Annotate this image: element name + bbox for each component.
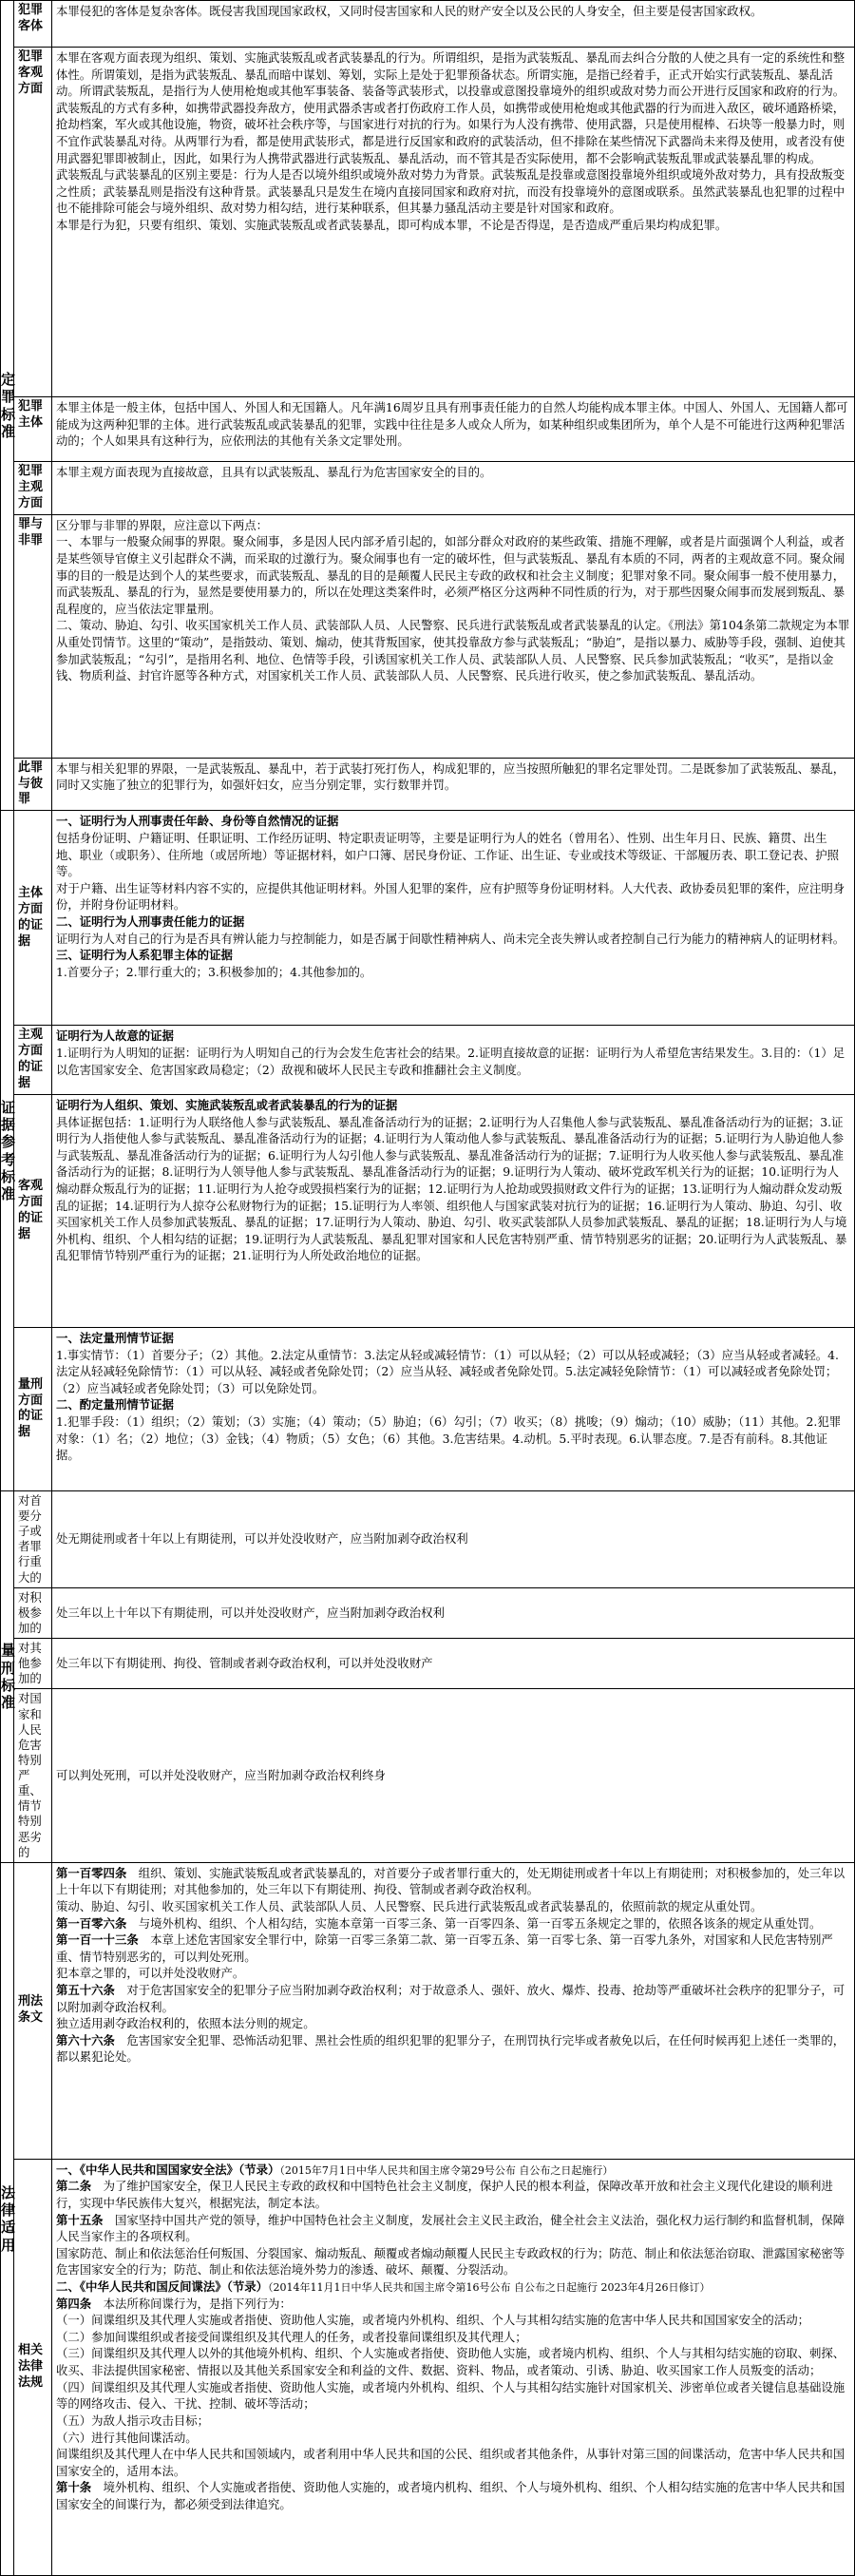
paragraph — [56, 2446, 850, 2479]
article-number: 第一百零四条 — [56, 1865, 127, 1880]
paragraph — [56, 2413, 850, 2430]
row-content — [52, 1587, 855, 1638]
category-cell: 量刑标准 — [1, 1490, 14, 1862]
paragraph — [56, 1330, 850, 1347]
paragraph-text: 策动、胁迫、勾引、收买国家机关工作人员、武装部队人员、人民警察、民兵进行武装叛乱或者武装暴乱的，依照前款的规定从重处罚。 — [56, 1899, 763, 1913]
table-row — [1, 1094, 855, 1327]
paragraph — [56, 49, 850, 166]
paragraph-text: 独立适用剥夺政治权利的，依照本法分则的规定。 — [56, 2016, 315, 2031]
paragraph — [56, 2032, 850, 2066]
row-content — [52, 1862, 855, 2159]
paragraph-text: （六）进行其他间谍活动。 — [56, 2430, 198, 2445]
paragraph-text: 本法所称间谍行为，是指下列行为： — [103, 2296, 292, 2311]
table-row — [1, 758, 855, 811]
paragraph — [56, 2312, 850, 2329]
paragraph — [56, 1655, 850, 1672]
row-content — [52, 1639, 855, 1689]
table-row — [1, 48, 855, 397]
table-row — [1, 1490, 855, 1587]
paragraph — [56, 517, 850, 534]
paragraph-text: （四）间谍组织及其代理人实施或者指使、资助他人实施，或者境内外机构、组织、个人与其相勾结实施针对国家机关、涉密单位或者关键信息基础设施等的网络攻击、侵入、干扰、控制、破坏等活动； — [56, 2379, 846, 2412]
law-title: 二、《中华人民共和国反间谍法》（节录） — [56, 2279, 269, 2295]
table-row — [1, 1, 855, 48]
paragraph-text: 本罪侵犯的客体是复杂客体。既侵害我国现国家政权，又同时侵害国家和人民的财产安全以及公民的人身安全，但主要是侵害国家政权。 — [56, 4, 763, 18]
row-label: 对国家和人民危害特别严重、情节特别恶劣的 — [14, 1689, 52, 1862]
paragraph-text: 包括身份证明、户籍证明、任职证明、工作经历证明、特定职责证明等，主要是证明行为人的姓名（曾用名）、性别、出生年月日、民族、籍贯、出生地、职业（或职务）、住所地（或居所地）等证据材料，如户口簿、居民身份证、工作证、出生证、专业或技术等级证、干部履历表、职工登记表、护照等。 — [56, 830, 839, 879]
paragraph-text: 具体证据包括：1.证明行为人联络他人参与武装叛乱、暴乱准备活动行为的证据；2.证明行为人召集他人参与武装叛乱、暴乱准备活动行为的证据；3.证明行为人指使他人参与武装叛乱、暴乱准备活动行为的证据；4.证明行为人策动他人参与武装叛乱、暴乱准备活动行为的证据；5.证明行为人胁迫他人参与武装叛乱、暴乱准备活动行为的证据；6.证明行为人勾引他人参与武装叛乱、暴乱准备活动行为的证据；7.证明行为人收买他人参与武装叛乱、暴乱准备活动行为的证据；8.证明行为人领导他人参与武装叛乱、暴乱准备活动行为的证据；9.证明行为人策动、破坏党政军机关行为的证据；10.证明行为人煽动群众叛乱行为的证据；11.证明行为人抢夺或毁损档案行为的证据；12.证明行为人抢劫或毁损财政文件行为的证据；13.证明行为人煽动群众发动叛乱的证据；14.证明行为人掠夺公私财物行为的证据；15.证明行为人率领、组织他人与国家武装对抗行为的证据；16.证明行为人策动、胁迫、勾引、收买国家机关工作人员参加武装叛乱、暴乱的证据；17.证明行为人策动、胁迫、勾引、收买武装部队人员参加武装叛乱、暴乱的证据；18.证明行为人与境外机构、组织、个人相勾结的证据；19.证明行为人武装叛乱、暴乱犯罪对国家和人民危害特别严重、情节特别恶劣的证据；20.证明行为人武装叛乱、暴乱犯罪情节特别严重行为的证据；21.证明行为人所处政治地位的证据。 — [56, 1114, 847, 1263]
paragraph-text: 处三年以上十年以下有期徒刑，可以并处没收财产，应当附加剥夺政治权利 — [56, 1605, 445, 1621]
article-number: 第一百零六条 — [56, 1915, 127, 1931]
paragraph-text: 境外机构、组织、个人实施或者指使、资助他人实施的，或者境内机构、组织、个人与境外机构、组织、个人相勾结实施的危害中华人民共和国国家安全的间谍行为，都必须受到法律追究。 — [56, 2480, 846, 2511]
row-label: 此罪与彼罪 — [14, 758, 52, 811]
paragraph-text: （三）间谍组织及其代理人以外的其他境外机构、组织、个人实施或者指使、资助他人实施，或者境内机构、组织、个人与其相勾结实施的窃取、刺探、收买、非法提供国家秘密、情报以及其他关系国家安全和利益的文件、数据、资料、物品，或者策动、引诱、胁迫、收买国家工作人员叛变的活动； — [56, 2346, 846, 2378]
table-row — [1, 462, 855, 515]
row-label: 主观方面的证据 — [14, 1026, 52, 1095]
paragraph — [56, 2245, 850, 2278]
law-title: 一、《中华人民共和国国家安全法》（节录） — [56, 2162, 280, 2177]
article-number: 第五十六条 — [56, 1983, 115, 1998]
paragraph — [56, 1605, 850, 1622]
paragraph — [56, 1413, 850, 1464]
row-content — [52, 811, 855, 1026]
paragraph-heading: 二、证明行为人刑事责任能力的证据 — [56, 914, 245, 929]
paragraph-text: 处无期徒刑或者十年以上有期徒刑，可以并处没收财产，应当附加剥夺政治权利 — [56, 1531, 468, 1547]
article-number: 第十五条 — [56, 2212, 104, 2227]
row-label: 犯罪主体 — [14, 397, 52, 462]
paragraph — [56, 1982, 850, 2015]
table-row — [1, 1639, 855, 1689]
row-label: 相关法律法规 — [14, 2159, 52, 2575]
table-row — [1, 1587, 855, 1638]
article-number: 第十条 — [56, 2480, 92, 2495]
paragraph — [56, 1045, 850, 1078]
paragraph-text: 一、本罪与一般聚众闹事的界限。聚众闹事，多是因人民内部矛盾引起的，如部分群众对政府的某些政策、措施不理解，或者是片面强调个人利益，或者是某些领导官僚主义引起群众不满，而采取的过激行为。聚众闹事也有一定的破坏性，但与武装叛乱、暴乱有本质的不同，两者的主观故意不同。聚众闹事的目的一般是达到个人的某些要求，而武装叛乱、暴乱的目的是颠覆人民民主专政的政权和社会主义制度；犯罪对象不同。聚众闹事一般不使用暴力，而武装叛乱、暴乱的行为，显然是要使用暴力的，所以在处理这类案件时，必须严格区分这两种不同性质的行为，对于那些因聚众闹事而发展到叛乱、暴乱程度的，应当依法定罪量刑。 — [56, 534, 846, 616]
row-label: 犯罪客体 — [14, 1, 52, 48]
paragraph — [56, 964, 850, 981]
paragraph-text: 区分罪与非罪的界限，应注意以下两点： — [56, 517, 269, 532]
row-content — [52, 462, 855, 515]
row-label: 刑法条文 — [14, 1862, 52, 2159]
paragraph — [56, 1767, 850, 1784]
paragraph — [56, 2430, 850, 2447]
paragraph-text: 本罪是行为犯，只要有组织、策划、实施武装叛乱或者武装暴乱，即可构成本罪，不论是否得逞，是否造成严重后果均构成犯罪。 — [56, 218, 728, 233]
paragraph — [56, 1915, 850, 1932]
paragraph-text: 本罪在客观方面表现为组织、策划、实施武装叛乱或者武装暴乱的行为。所谓组织，是指为武装叛乱、暴乱而去纠合分散的人使之具有一定的系统性和整体性。所谓策划，是指为武装叛乱、暴乱而暗中谋划、筹划，实际上是处于犯罪预备状态。所谓实施，是指已经着手，正式开始实行武装叛乱、暴乱活动。所谓武装叛乱，是指行为人使用枪炮或其他军事装备、装备等武装形式，以投靠或意图投靠境外的组织或敌对势力而公开进行反国家和政府的行为。武装叛乱的方式有多种，如携带武器投奔敌方，使用武器杀害或者打伤政府工作人员，如携带或使用枪炮或其他武器的行为而进入敌区，破坏通路桥梁，抢劫档案，军火或其他设施，物资，破坏社会秩序等，与国家进行对抗的行为。如果行为人没有携带、使用武器，只是使用棍棒、石块等一般暴力时，则不宜作武装暴乱对待。从两罪行为看，都是使用武装形式，都是进行反国家和政府的武装活动，但不排除在某些情况下武器尚未来得及使用，或者没有使用武器犯罪即被制止，因此，如果行为人携带武器进行武装叛乱、暴乱活动，而不管其是否实际使用，都不会影响武装叛乱罪或武装暴乱罪的构成。 — [56, 50, 846, 165]
row-content — [52, 1490, 855, 1587]
paragraph — [56, 813, 850, 830]
category-cell: 证据参考标准 — [1, 811, 14, 1491]
paragraph — [56, 2379, 850, 2413]
paragraph-text: 1.犯罪手段：（1）组织；（2）策划；（3）实施；（4）策动；（5）胁迫；（6）勾引；（7）收买；（8）挑唆；（9）煽动；（10）威胁；（11）其他。2.犯罪对象：（1）名；（2）地位；（3）金钱；（4）物质；（5）女色；（6）其他。3.危害结果。4.动机。5.平时表现。6.认罪态度。7.是否有前科。8.其他证据。 — [56, 1413, 842, 1463]
table-row — [1, 1327, 855, 1490]
row-label: 犯罪主观方面 — [14, 462, 52, 515]
paragraph-text: 危害国家安全犯罪、恐怖活动犯罪、黑社会性质的组织犯罪的犯罪分子，在刑罚执行完毕或者赦免以后，在任何时候再犯上述任一类罪的，都以累犯论处。 — [56, 2032, 846, 2065]
row-label: 量刑方面的证据 — [14, 1327, 52, 1490]
paragraph — [56, 2345, 850, 2378]
paragraph — [56, 166, 850, 217]
row-label: 对首要分子或者罪行重大的 — [14, 1490, 52, 1587]
row-content — [52, 397, 855, 462]
paragraph-text: 处三年以下有期徒刑、拘役、管制或者剥夺政治权利，可以并处没收财产 — [56, 1656, 433, 1671]
paragraph — [56, 931, 850, 948]
row-content — [52, 758, 855, 811]
paragraph — [56, 1396, 850, 1413]
table-row — [1, 1689, 855, 1862]
row-label: 对其他参加的 — [14, 1639, 52, 1689]
paragraph-heading: 一、法定量刑情节证据 — [56, 1330, 174, 1345]
row-content — [52, 2159, 855, 2575]
row-label: 犯罪客观方面 — [14, 48, 52, 397]
paragraph-text: 组织、策划、实施武装叛乱或者武装暴乱的，对首要分子或者罪行重大的，处无期徒刑或者十年以上有期徒刑；对积极参加的，处三年以上十年以下有期徒刑；对其他参加的，处三年以下有期徒刑、拘役、管制或者剥夺政治权利。 — [56, 1865, 846, 1897]
paragraph-text: 为了维护国家安全，保卫人民民主专政的政权和中国特色社会主义制度，保护人民的根本利益，保障改革开放和社会主义现代化建设的顺利进行，实现中华民族伟大复兴，根据宪法，制定本法。 — [56, 2179, 833, 2210]
paragraph-text: 对于户籍、出生证等材料内容不实的，应提供其他证明材料。外国人犯罪的案件，应有护照等身份证明材料。人大代表、政协委员犯罪的案件，应注明身份，并附身份证明材料。 — [56, 880, 846, 913]
paragraph — [56, 830, 850, 880]
category-cell: 定罪标准 — [1, 1, 14, 811]
paragraph-text: 犯本章之罪的，可以并处没收财产。 — [56, 1966, 245, 1981]
paragraph-text: 证明行为人对自己的行为是否具有辨认能力与控制能力，如是否属于间歇性精神病人、尚未完全丧失辨认或者控制自己行为能力的精神病人的证明材料。 — [56, 931, 846, 946]
table-row — [1, 2159, 855, 2575]
paragraph-heading: 二、酌定量刑情节证据 — [56, 1397, 174, 1413]
category-cell: 法律适用 — [1, 1862, 14, 2575]
paragraph — [56, 2178, 850, 2211]
article-number: 第一百一十三条 — [56, 1932, 139, 1948]
paragraph — [56, 3, 850, 20]
paragraph — [56, 2296, 850, 2313]
row-content — [52, 1026, 855, 1095]
table-row — [1, 811, 855, 1026]
paragraph — [56, 1347, 850, 1397]
paragraph-text: 1.首要分子；2.罪行重大的；3.积极参加的；4.其他参加的。 — [56, 964, 372, 979]
paragraph-text: 1.事实情节：（1）首要分子；（2）其他。2.法定从重情节：3.法定从轻或减轻情节：（1）可以从轻；（2）可以从轻或减轻；（3）应当从轻或者减轻。4.法定从轻减轻免除情节：（1）可以从轻、减轻或者免除处罚；（2）应当从轻、减轻或者免除处罚。5.法定减轻免除情节：（1）可以减轻或者免除处罚；（2）应当减轻或者免除处罚；（3）可以免除处罚。 — [56, 1347, 839, 1395]
paragraph — [56, 913, 850, 931]
paragraph-heading: 证明行为人故意的证据 — [56, 1028, 174, 1044]
paragraph-text: 1.证明行为人明知的证据：证明行为人明知自己的行为会发生危害社会的结果。2.证明直接故意的证据：证明行为人希望危害结果发生。3.目的：（1）足以危害国家安全、危害国家政局稳定；（2）敌视和破坏人民民主专政和推翻社会主义制度。 — [56, 1045, 846, 1077]
paragraph-heading: 证明行为人组织、策划、实施武装叛乱或者武装暴乱的行为的证据 — [56, 1097, 398, 1112]
row-label: 主体方面的证据 — [14, 811, 52, 1026]
paragraph — [56, 760, 850, 794]
paragraph-text: 二、策动、胁迫、勾引、收买国家机关工作人员、武装部队人员、人民警察、民兵进行武装叛乱或者武装暴乱的认定。《刑法》第104条第二款规定为本罪从重处罚情节。这里的“策动”，是指鼓动、策划、煽动，使其背叛国家，使其投靠敌方参与武装叛乱；“胁迫”，是指以暴力、威胁等手段，强制、迫使其参加武装叛乱；“勾引”，是指用名利、地位、色情等手段，引诱国家机关工作人员、武装部队人员、人民警察、民兵参加武装叛乱；“收买”，是指以金钱、物质利益、封官许愿等各种方式，对国家机关工作人员、武装部队人员、人民警察、民兵进行收买，使之参加武装叛乱、暴乱活动。 — [56, 618, 850, 683]
row-content — [52, 1, 855, 48]
paragraph — [56, 617, 850, 683]
paragraph — [56, 2015, 850, 2032]
paragraph-text: 本章上述危害国家安全罪行中，除第一百零三条第二款、第一百零五条、第一百零七条、第一百零九条外，对国家和人民危害特别严重、情节特别恶劣的，可以判处死刑。 — [56, 1932, 833, 1964]
paragraph — [56, 2278, 850, 2296]
paragraph-text: （五）为敌人指示攻击目标； — [56, 2413, 210, 2428]
article-number: 第四条 — [56, 2296, 92, 2311]
paragraph — [56, 1898, 850, 1915]
paragraph — [56, 2329, 850, 2346]
paragraph-text: 本罪主观方面表现为直接故意，且具有以武装叛乱、暴乱行为危害国家安全的目的。 — [56, 465, 492, 479]
table-row — [1, 1026, 855, 1095]
table-row — [1, 397, 855, 462]
paragraph — [56, 2162, 850, 2179]
paragraph-text: （一）间谍组织及其代理人实施或者指使、资助他人实施，或者境内外机构、组织、个人与其相勾结实施的危害中华人民共和国国家安全的活动； — [56, 2313, 809, 2328]
article-number: 第六十六条 — [56, 2032, 115, 2047]
paragraph — [56, 947, 850, 964]
paragraph-text: 本罪主体是一般主体，包括中国人、外国人和无国籍人。凡年满16周岁且具有刑事责任能力的自然人均能构成本罪主体。中国人、外国人、无国籍人都可能成为这两种犯罪的主体。进行武装叛乱或武装暴乱的犯罪，实践中往往是多人或众人所为，如某种组织或集团所为，单个人是不可能进行这两种犯罪活动的；个人如果具有这种行为，应依刑法的其他有关条文定罪处刑。 — [56, 400, 848, 449]
paragraph — [56, 2479, 850, 2512]
paragraph — [56, 399, 850, 450]
paragraph-text: 对于危害国家安全的犯罪分子应当附加剥夺政治权利；对于故意杀人、强奸、放火、爆炸、投毒、抢劫等严重破坏社会秩序的犯罪分子，可以附加剥夺政治权利。 — [56, 1983, 846, 2014]
paragraph-text: 国家坚持中国共产党的领导，维护中国特色社会主义制度，发展社会主义民主政治，健全社会主义法治，强化权力运行制约和监督机制，保障人民当家作主的各项权利。 — [56, 2212, 846, 2244]
paragraph — [56, 533, 850, 617]
article-number: 第二条 — [56, 2179, 92, 2194]
row-label: 客观方面的证据 — [14, 1094, 52, 1327]
table-row — [1, 1862, 855, 2159]
paragraph-text: 与境外机构、组织、个人相勾结，实施本章第一百零三条、第一百零四条、第一百零五条规定之罪的，依照各该条的规定从重处罚。 — [138, 1915, 822, 1931]
paragraph-text: 本罪与相关犯罪的界限，一是武装叛乱、暴乱中，若于武装打死打伤人，构成犯罪的，应当按照所触犯的罪名定罪处罚。二是既参加了武装叛乱、暴乱，同时又实施了独立的犯罪行为，如强奸妇女，应当分别定罪，实行数罪并罚。 — [56, 760, 846, 793]
row-content — [52, 1327, 855, 1490]
paragraph — [56, 1965, 850, 1982]
paragraph — [56, 1530, 850, 1548]
paragraph-text: 国家防范、制止和依法惩治任何叛国、分裂国家、煽动叛乱、颠覆或者煽动颠覆人民民主专政政权的行为；防范、制止和依法惩治窃取、泄露国家秘密等危害国家安全的行为；防范、制止和依法惩治境外势力的渗透、破坏、颠覆、分裂活动。 — [56, 2245, 846, 2278]
paragraph-text: 武装叛乱与武装暴乱的区别主要是：行为人是否以境外组织或境外敌对势力为背景。武装叛乱是投靠或意图投靠境外组织或境外敌对势力，具有投敌叛变之性质；武装暴乱则是指没有这种背景。武装暴乱只是发生在境内直接同国家和政府对抗，而没有投靠境外的意图或联系。虽然武装暴乱也犯罪的过程中也不能排除可能会与境外组织、敌对势力相勾结，进行某种联系，但其暴力骚乱活动主要是针对国家和政府。 — [56, 167, 846, 216]
paragraph — [56, 1865, 850, 1898]
paragraph — [56, 880, 850, 913]
paragraph — [56, 1932, 850, 1965]
row-label: 对积极参加的 — [14, 1587, 52, 1638]
paragraph — [56, 464, 850, 481]
row-content — [52, 1094, 855, 1327]
paragraph-heading: 三、证明行为人系犯罪主体的证据 — [56, 948, 233, 963]
law-note: （2015年7月1日中华人民共和国主席令第29号公布 自公布之日起施行） — [279, 2163, 614, 2177]
paragraph-text: （二）参加间谍组织或者接受间谍组织及其代理人的任务，或者投靠间谍组织及其代理人； — [56, 2329, 527, 2344]
paragraph — [56, 1097, 850, 1114]
paragraph — [56, 1114, 850, 1264]
table-row — [1, 514, 855, 758]
paragraph-text: 可以判处死刑，可以并处没收财产，应当附加剥夺政治权利终身 — [56, 1768, 386, 1783]
paragraph-heading: 一、证明行为人刑事责任年龄、身份等自然情况的证据 — [56, 814, 339, 829]
paragraph — [56, 2212, 850, 2245]
paragraph — [56, 217, 850, 234]
law-note: （2014年11月1日中华人民共和国主席令第16号公布 自公布之日起施行 2023年4月26日修订） — [268, 2281, 711, 2295]
row-content — [52, 1689, 855, 1862]
row-content — [52, 514, 855, 758]
row-label: 罪与非罪 — [14, 514, 52, 758]
paragraph — [56, 1028, 850, 1045]
row-content — [52, 48, 855, 397]
paragraph-text: 间谍组织及其代理人在中华人民共和国领域内，或者利用中华人民共和国的公民、组织或者其他条件，从事针对第三国的间谍活动，危害中华人民共和国国家安全的，适用本法。 — [56, 2447, 846, 2478]
